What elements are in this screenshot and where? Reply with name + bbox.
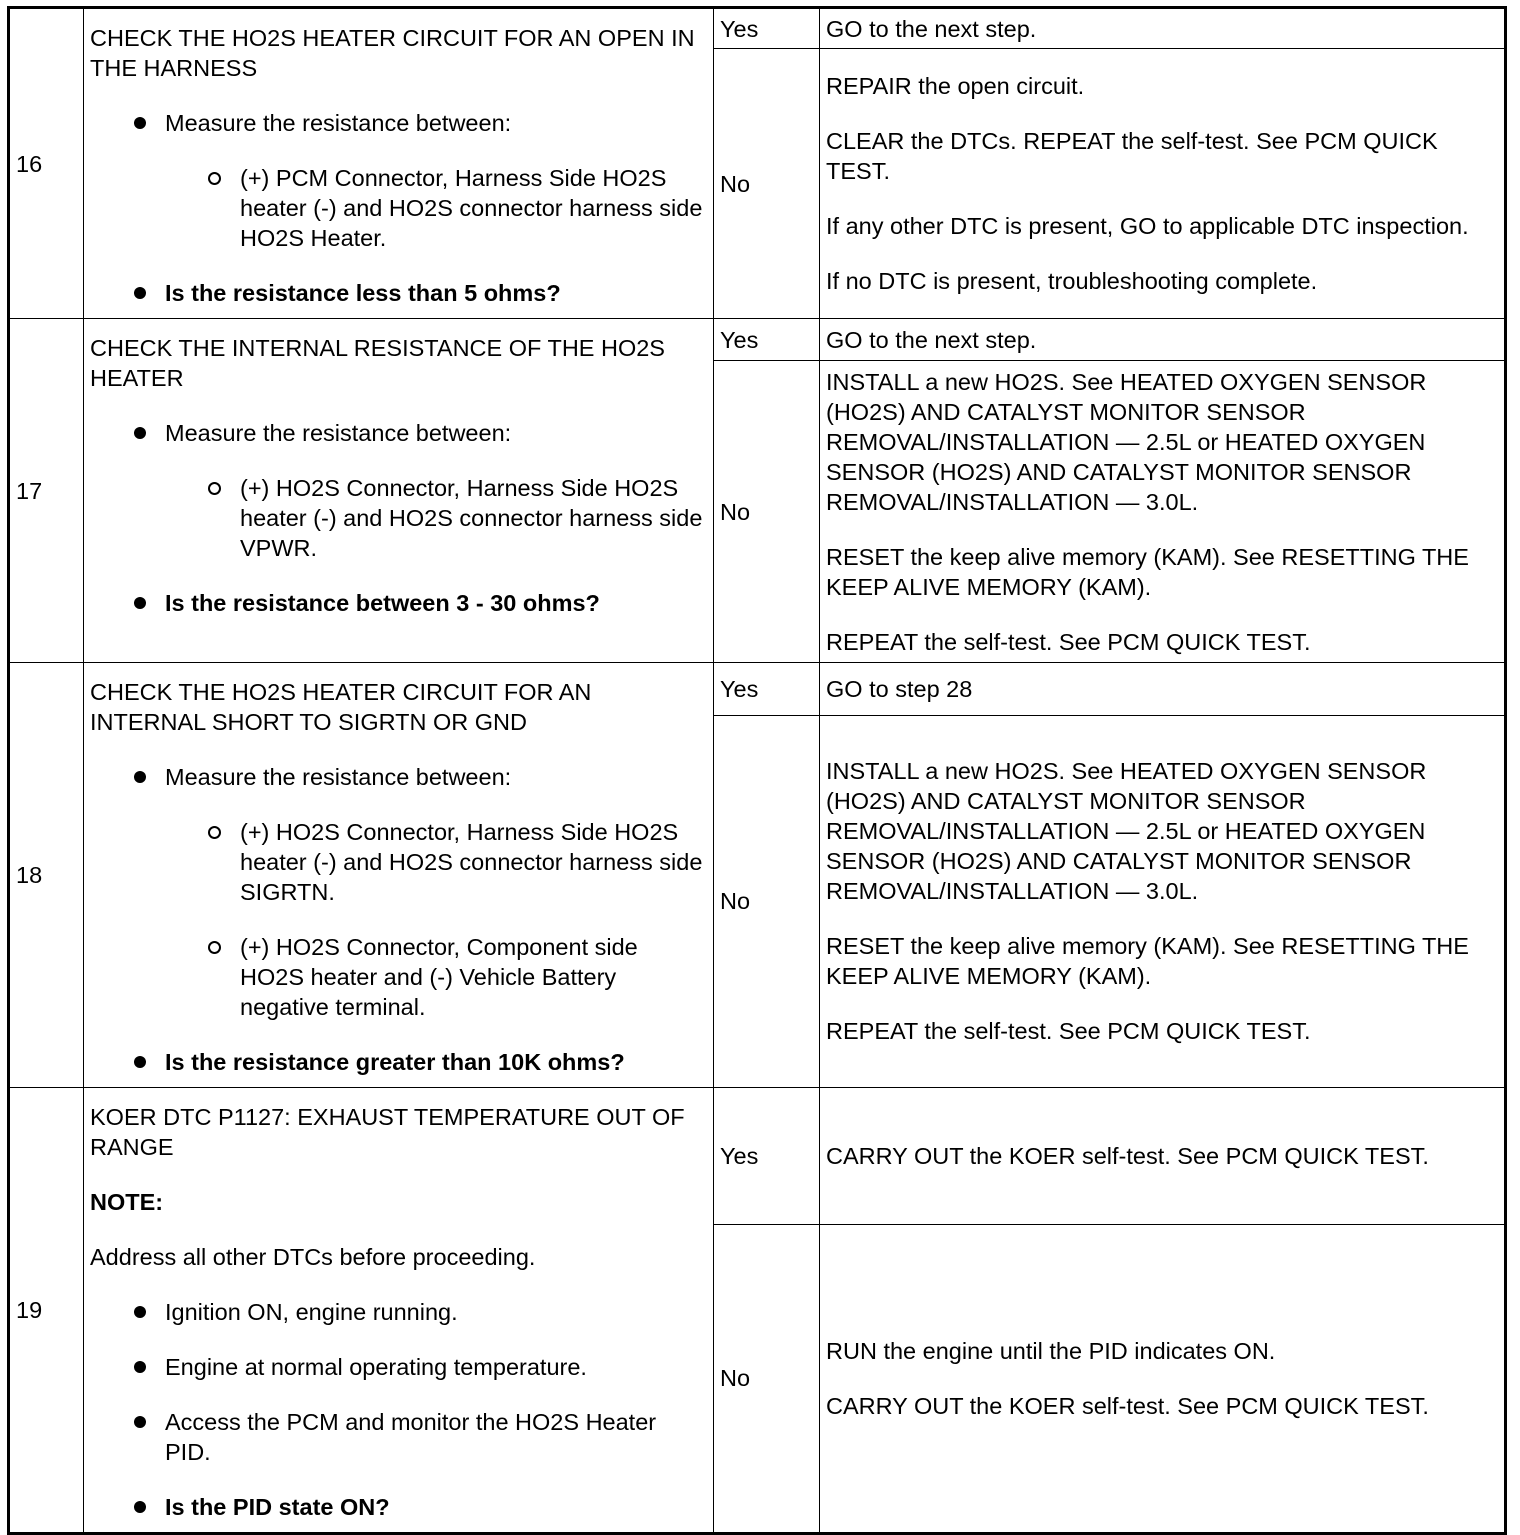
step-title: CHECK THE HO2S HEATER CIRCUIT FOR AN OPEN IN THE HARNESS (90, 25, 695, 81)
action-text: CARRY OUT the KOER self-test. See PCM QUICK TEST. (826, 1142, 1429, 1169)
step-title: CHECK THE INTERNAL RESISTANCE OF THE HO2S HEATER (90, 335, 665, 391)
result-yes-action (820, 319, 1506, 361)
action-text: If any other DTC is present, GO to applicable DTC inspection. (826, 213, 1469, 240)
sub-instruction-item: (+) HO2S Connector, Harness Side HO2S heater (-) and HO2S connector harness side SIGRTN. (165, 817, 707, 907)
step-18-yes-row (9, 663, 1506, 716)
result-no-action (820, 1224, 1506, 1533)
step-number: 18 (9, 663, 84, 1088)
step-question: Is the resistance greater than 10K ohms? (90, 1047, 707, 1077)
sub-instruction-list (165, 163, 707, 253)
instruction-text: Measure the resistance between: (165, 420, 512, 446)
result-yes-action (820, 663, 1506, 716)
result-yes-label: Yes (714, 663, 820, 716)
action-text: RUN the engine until the PID indicates ON. (826, 1337, 1276, 1364)
result-yes-action (820, 8, 1506, 49)
result-no-action (820, 715, 1506, 1087)
action-text: CARRY OUT the KOER self-test. See PCM QUICK TEST. (826, 1392, 1429, 1419)
result-no-action (820, 49, 1506, 319)
sub-instruction-list (165, 473, 707, 563)
step-number: 19 (9, 1088, 84, 1534)
step-17-yes-row (9, 319, 1506, 361)
instruction-list (90, 418, 707, 618)
step-question: Is the PID state ON? (90, 1492, 707, 1522)
result-no-label: No (714, 361, 820, 663)
result-no-action (820, 361, 1506, 663)
result-yes-label: Yes (714, 1088, 820, 1225)
instruction-text: Measure the resistance between: (165, 110, 512, 136)
instruction-item (90, 762, 707, 1022)
action-text: REPAIR the open circuit. (826, 73, 1085, 100)
instruction-list (90, 762, 707, 1077)
sub-instruction-list (165, 817, 707, 1022)
step-instructions (84, 319, 714, 663)
action-text: GO to step 28 (826, 675, 973, 702)
step-title: KOER DTC P1127: EXHAUST TEMPERATURE OUT OF RANGE (90, 1104, 685, 1160)
step-question: Is the resistance less than 5 ohms? (90, 278, 707, 308)
action-text: REPEAT the self-test. See PCM QUICK TEST. (826, 628, 1311, 655)
instruction-item (90, 108, 707, 253)
diagnostic-steps-table (7, 6, 1507, 1535)
action-text: If no DTC is present, troubleshooting complete. (826, 268, 1318, 295)
step-number: 17 (9, 319, 84, 663)
action-text: REPEAT the self-test. See PCM QUICK TEST. (826, 1018, 1311, 1045)
instruction-item: Ignition ON, engine running. (90, 1297, 707, 1327)
instruction-item: Engine at normal operating temperature. (90, 1352, 707, 1382)
step-question: Is the resistance between 3 - 30 ohms? (90, 588, 707, 618)
result-no-label: No (714, 49, 820, 319)
action-text: RESET the keep alive memory (KAM). See RESETTING THE KEEP ALIVE MEMORY (KAM). (826, 543, 1469, 600)
sub-instruction-item: (+) HO2S Connector, Component side HO2S heater and (-) Vehicle Battery negative terminal. (165, 932, 707, 1022)
action-text: GO to the next step. (826, 326, 1037, 353)
result-yes-label: Yes (714, 319, 820, 361)
step-instructions (84, 1088, 714, 1534)
instruction-list (90, 108, 707, 308)
action-text: INSTALL a new HO2S. See HEATED OXYGEN SENSOR (HO2S) AND CATALYST MONITOR SENSOR REMOVAL/INSTALLATION — 2.5L or HEATED OXYGEN SENSOR (HO2S) AND CATALYST MONITOR SENSOR REMOVAL/INSTALLATION — 3.0L. (826, 368, 1427, 515)
instruction-item: Access the PCM and monitor the HO2S Heater PID. (90, 1407, 707, 1467)
instruction-text: Measure the resistance between: (165, 764, 512, 790)
sub-instruction-item: (+) HO2S Connector, Harness Side HO2S heater (-) and HO2S connector harness side VPWR. (165, 473, 707, 563)
instruction-item (90, 418, 707, 563)
sub-instruction-item: (+) PCM Connector, Harness Side HO2S heater (-) and HO2S connector harness side HO2S Heater. (165, 163, 707, 253)
result-yes-action (820, 1088, 1506, 1225)
step-title: CHECK THE HO2S HEATER CIRCUIT FOR AN INTERNAL SHORT TO SIGRTN OR GND (90, 679, 592, 735)
step-instructions (84, 8, 714, 319)
note-title: NOTE: (90, 1189, 164, 1215)
step-16-yes-row (9, 8, 1506, 49)
result-no-label: No (714, 715, 820, 1087)
step-number: 16 (9, 8, 84, 319)
action-text: RESET the keep alive memory (KAM). See RESETTING THE KEEP ALIVE MEMORY (KAM). (826, 933, 1469, 990)
instruction-list (90, 1297, 707, 1522)
result-yes-label: Yes (714, 8, 820, 49)
action-text: GO to the next step. (826, 15, 1037, 42)
step-instructions (84, 663, 714, 1088)
step-19-yes-row (9, 1088, 1506, 1225)
action-text: INSTALL a new HO2S. See HEATED OXYGEN SENSOR (HO2S) AND CATALYST MONITOR SENSOR REMOVAL/INSTALLATION — 2.5L or HEATED OXYGEN SENSOR (HO2S) AND CATALYST MONITOR SENSOR REMOVAL/INSTALLATION — 3.0L. (826, 758, 1427, 905)
result-no-label: No (714, 1224, 820, 1533)
action-text: CLEAR the DTCs. REPEAT the self-test. See PCM QUICK TEST. (826, 128, 1438, 185)
note-text: Address all other DTCs before proceeding. (90, 1244, 536, 1270)
